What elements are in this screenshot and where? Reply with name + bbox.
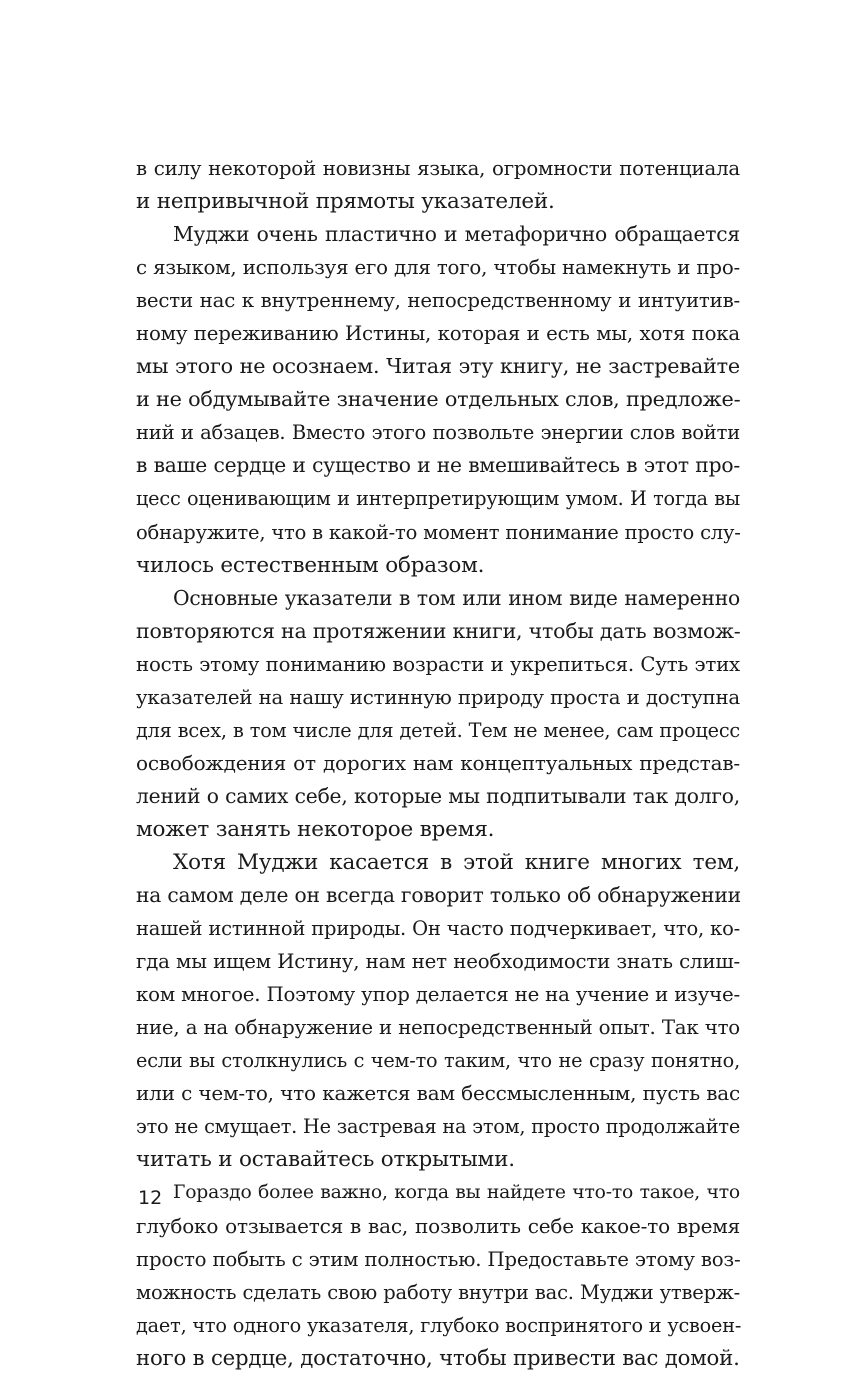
text-line: ного в сердце, достаточно, чтобы привести вас домой. <box>136 1345 740 1371</box>
paragraph <box>136 218 740 582</box>
text-line: просто побыть с этим полностью. Предоставьте этому воз- <box>136 1247 741 1271</box>
paragraph <box>136 582 740 846</box>
text-line: на самом деле он всегда говорит только об обнаружении <box>136 883 741 908</box>
text-line: указателей на нашу истинную природу проста и доступна <box>136 685 740 709</box>
text-line: для всех, в том числе для детей. Тем не менее, сам процесс <box>136 718 740 742</box>
text-line: дает, что одного указателя, глубоко воспринятого и усвоен- <box>136 1313 742 1337</box>
text-line: можность сделать свою работу внутри вас. Муджи утверж- <box>136 1280 740 1304</box>
text-line: глубоко отзывается в вас, позволить себе какое-то время <box>136 1213 740 1238</box>
text-line: Гораздо более важно, когда вы найдете что-то такое, что <box>173 1182 740 1204</box>
text-line: может занять некоторое время. <box>136 816 495 842</box>
text-line: в силу некоторой новизны языка, огромности потенциала <box>136 157 740 180</box>
text-line: читать и оставайтесь открытыми. <box>136 1147 515 1173</box>
text-line: нашей истинной природы. Он часто подчеркивает, что, ко- <box>136 917 740 941</box>
text-line: ний и абзацев. Вместо этого позвольте энергии слов войти <box>136 421 740 445</box>
paragraph <box>136 152 740 218</box>
text-line: ность этому пониманию возрасти и укрепиться. Суть этих <box>136 652 740 676</box>
text-line: Хотя Муджи касается в этой книге многих тем, <box>173 849 740 875</box>
page-number: 12 <box>138 1187 163 1209</box>
text-line: цесс оценивающим и интерпретирующим умом. И тогда вы <box>136 487 740 511</box>
text-line: в ваше сердце и существо и не вмешивайтесь в этот про- <box>136 453 740 478</box>
text-line: ному переживанию Истины, которая и есть мы, хотя пока <box>136 322 740 346</box>
text-line: чилось естественным образом. <box>136 552 485 578</box>
text-line: с языком, используя его для того, чтобы намекнуть и про- <box>136 256 740 280</box>
text-line: лений о самих себе, которые мы подпитывали так долго, <box>136 783 740 808</box>
text-line: и не обдумывайте значение отдельных слов, предложе- <box>136 387 741 412</box>
text-line: вести нас к внутреннему, непосредственному и интуитив- <box>136 289 740 313</box>
text-line: если вы столкнулись с чем-то таким, что не сразу понятно, <box>136 1049 740 1073</box>
paragraph <box>136 846 740 1176</box>
text-line: ние, а на обнаружение и непосредственный опыт. Так что <box>136 1016 740 1040</box>
text-line: и непривычной прямоты указателей. <box>136 189 555 215</box>
paragraph <box>136 1176 740 1374</box>
text-line: Муджи очень пластично и метафорично обращается <box>173 222 740 247</box>
text-line: или с чем-то, что кажется вам бессмысленным, пусть вас <box>136 1081 740 1106</box>
text-line: гда мы ищем Истину, нам нет необходимости знать слиш- <box>136 950 740 974</box>
body-text <box>136 152 740 1375</box>
text-line: мы этого не осознаем. Читая эту книгу, не застревайте <box>136 354 740 379</box>
text-line: Основные указатели в том или ином виде намеренно <box>173 585 740 610</box>
text-line: освобождения от дорогих нам концептуальных представ- <box>136 750 740 775</box>
text-line: ком многое. Поэтому упор делается не на учение и изуче- <box>136 983 740 1007</box>
text-line: обнаружите, что в какой-то момент понимание просто слу- <box>136 520 741 544</box>
text-line: это не смущает. Не застревая на этом, просто продолжайте <box>136 1115 741 1139</box>
text-line: повторяются на протяжении книги, чтобы дать возмож- <box>136 618 741 643</box>
